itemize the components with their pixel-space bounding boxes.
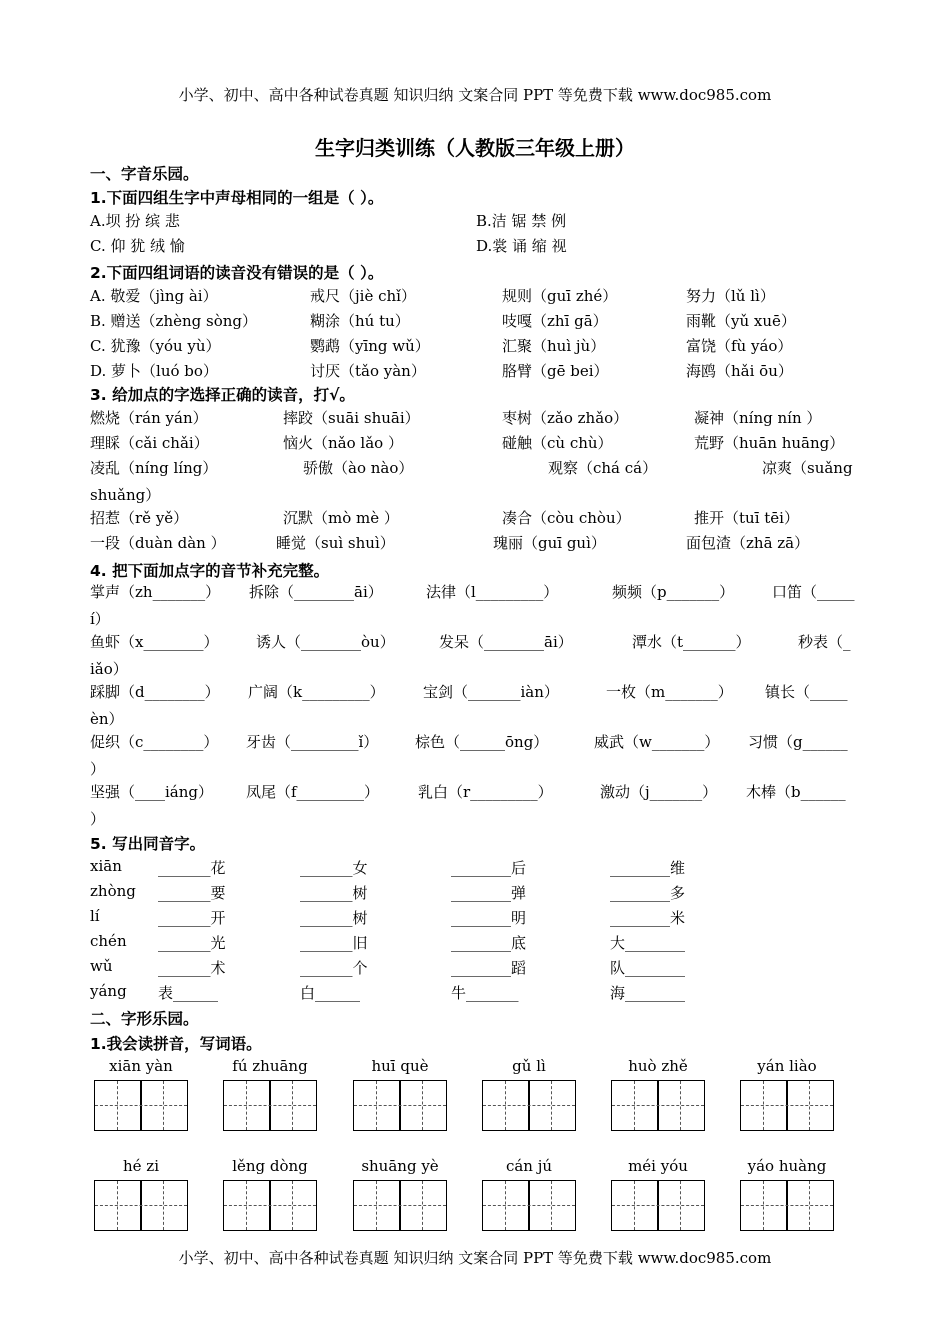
pinyin-label: méi yóu — [628, 1157, 688, 1175]
pinyin-label: gǔ lì — [512, 1057, 546, 1075]
pinyin-label: lěng dòng — [232, 1157, 308, 1175]
q5-item: 海________ — [610, 984, 686, 1002]
q2-item: 胳臂（gē bei） — [502, 362, 609, 380]
q5-item: _______花 — [158, 859, 226, 877]
q3-item: 睡觉（suì shuì） — [276, 534, 395, 552]
dashed-guide — [354, 1105, 446, 1106]
q3-item: 凌乱（níng líng） — [90, 459, 218, 477]
q4-wrap-text: èn） — [90, 710, 124, 728]
tianzige-box[interactable] — [611, 1180, 705, 1231]
q4-item: 频频（p_______） — [612, 583, 735, 601]
q5-item: _______树 — [300, 909, 368, 927]
q3-item: 摔跤（suāi shuāi） — [283, 409, 420, 427]
q5-item: _______开 — [158, 909, 226, 927]
q5-item: ________弹 — [451, 884, 527, 902]
dashed-guide — [741, 1205, 833, 1206]
q5-item: _______个 — [300, 959, 368, 977]
q4-item: 拆除（________āi） — [249, 583, 383, 601]
q2-item: 富饶（fù yáo） — [686, 337, 793, 355]
q4-item: 口笛（_____ — [772, 583, 855, 601]
q1-option-b: B.洁 锯 禁 例 — [476, 212, 567, 230]
q2-item: 戒尺（jiè chǐ） — [310, 287, 416, 305]
q5-item: lí — [90, 907, 100, 925]
dashed-guide — [612, 1105, 704, 1106]
q5-item: ________后 — [451, 859, 527, 877]
tianzige-box[interactable] — [611, 1080, 705, 1131]
q4-question: 4. 把下面加点字的音节补充完整。 — [90, 562, 330, 580]
dashed-guide — [483, 1205, 575, 1206]
q5-item: _______光 — [158, 934, 226, 952]
q5-item: ________蹈 — [451, 959, 527, 977]
q4-item: 法律（l_________） — [426, 583, 559, 601]
q5-item: ________多 — [610, 884, 686, 902]
q4-item: 秒表（_ — [798, 633, 851, 651]
dashed-guide — [741, 1105, 833, 1106]
q4-wrap-text: ） — [90, 810, 106, 828]
q5-question: 5. 写出同音字。 — [90, 835, 206, 853]
q3-item: 恼火（nǎo lǎo ） — [283, 434, 403, 452]
part2-heading: 二、字形乐园。 — [90, 1010, 199, 1028]
dashed-guide — [354, 1205, 446, 1206]
q1-option-d: D.裳 诵 缩 视 — [476, 237, 567, 255]
q4-item: 鱼虾（x________） — [90, 633, 219, 651]
q2-item: 讨厌（tǎo yàn） — [310, 362, 426, 380]
q2-question: 2.下面四组词语的读音没有错误的是（ ）。 — [90, 264, 384, 282]
q4-wrap-text: í） — [90, 610, 110, 628]
dashed-guide — [612, 1205, 704, 1206]
dashed-guide — [95, 1105, 187, 1106]
q5-item: _______女 — [300, 859, 368, 877]
q4-item: 威武（w_______） — [594, 733, 720, 751]
q5-item: _______树 — [300, 884, 368, 902]
pinyin-label: cán jú — [505, 1157, 553, 1175]
q3-item: 凝神（níng nín ） — [694, 409, 822, 427]
tianzige-box[interactable] — [740, 1180, 834, 1231]
q2-item: A. 敬爱（jìng ài） — [90, 287, 218, 305]
q3-item: 沉默（mò mè ） — [283, 509, 399, 527]
q4-item: 掌声（zh_______） — [90, 583, 221, 601]
tianzige-box[interactable] — [223, 1180, 317, 1231]
q5-item: 大________ — [610, 934, 686, 952]
q4-wrap-text: ） — [90, 760, 106, 778]
q4-item: 牙齿（_________ǐ） — [246, 733, 379, 751]
q4-item: 棕色（______ōng） — [415, 733, 549, 751]
part2-q1-question: 1.我会读拼音，写词语。 — [90, 1035, 262, 1053]
q4-item: 发呆（________āi） — [439, 633, 573, 651]
q4-item: 凤尾（f_________） — [246, 783, 380, 801]
q3-item: 观察（chá cá） — [548, 459, 658, 477]
q5-item: _______术 — [158, 959, 226, 977]
q5-item: ________维 — [610, 859, 686, 877]
tianzige-box[interactable] — [482, 1180, 576, 1231]
q3-question: 3. 给加点的字选择正确的读音，打√。 — [90, 386, 355, 404]
q5-item: zhòng — [90, 882, 136, 900]
tianzige-box[interactable] — [94, 1180, 188, 1231]
q4-item: 踩脚（d________） — [90, 683, 220, 701]
tianzige-box[interactable] — [740, 1080, 834, 1131]
q5-item: xiān — [90, 857, 122, 875]
q5-item: wǔ — [90, 957, 113, 975]
pinyin-label: shuāng yè — [361, 1157, 439, 1175]
q5-item: _______要 — [158, 884, 226, 902]
q2-item: 鹦鹉（yīng wǔ） — [310, 337, 430, 355]
q5-item: 队________ — [610, 959, 686, 977]
tianzige-box[interactable] — [482, 1080, 576, 1131]
q5-item: yáng — [90, 982, 127, 1000]
q4-item: 宝剑（_______iàn） — [423, 683, 559, 701]
q1-question: 1.下面四组生字中声母相同的一组是（ ）。 — [90, 189, 384, 207]
q2-item: 吱嘎（zhī gā） — [502, 312, 608, 330]
q4-item: 木棒（b______ — [746, 783, 846, 801]
part1-heading: 一、字音乐园。 — [90, 165, 199, 183]
q4-wrap-text: iǎo） — [90, 660, 128, 678]
q3-item: 枣树（zǎo zhǎo） — [502, 409, 629, 427]
pinyin-label: fú zhuāng — [232, 1057, 308, 1075]
q4-item: 习惯（g______ — [748, 733, 848, 751]
q3-wrap-text: shuǎng） — [90, 486, 161, 504]
q5-item: 牛_______ — [451, 984, 519, 1002]
q3-item: 瑰丽（guī guì） — [493, 534, 606, 552]
pinyin-label: xiān yàn — [109, 1057, 173, 1075]
q3-item: 燃烧（rán yán） — [90, 409, 208, 427]
pinyin-label: huī què — [371, 1057, 429, 1075]
q1-option-a: A.坝 扮 缤 悲 — [90, 212, 180, 230]
q2-item: 规则（guī zhé） — [502, 287, 618, 305]
pinyin-label: yáo huàng — [747, 1157, 827, 1175]
q3-item: 一段（duàn dàn ） — [90, 534, 226, 552]
tianzige-box[interactable] — [223, 1080, 317, 1131]
q4-item: 镇长（_____ — [765, 683, 848, 701]
q4-item: 广阔（k_________） — [248, 683, 385, 701]
q2-item: 汇聚（huì jù） — [502, 337, 606, 355]
dashed-guide — [224, 1205, 316, 1206]
q2-item: 糊涂（hú tu） — [310, 312, 410, 330]
q3-item: 凑合（còu chòu） — [502, 509, 631, 527]
q2-item: C. 犹豫（yóu yù） — [90, 337, 221, 355]
q4-item: 激动（j_______） — [600, 783, 718, 801]
q4-item: 坚强（____iáng） — [90, 783, 214, 801]
page-title: 生字归类训练（人教版三年级上册） — [315, 136, 635, 160]
dashed-guide — [95, 1205, 187, 1206]
q5-item: ________明 — [451, 909, 527, 927]
q2-item: 海鸥（hǎi ōu） — [686, 362, 793, 380]
q5-item: 表______ — [158, 984, 219, 1002]
q3-item: 荒野（huān huāng） — [694, 434, 845, 452]
q3-item: 推开（tuī tēi） — [694, 509, 799, 527]
q5-item: ________底 — [451, 934, 527, 952]
pinyin-label: yán liào — [757, 1057, 817, 1075]
q2-item: B. 赠送（zhèng sòng） — [90, 312, 258, 330]
q4-item: 潭水（t_______） — [632, 633, 751, 651]
q1-option-c: C. 仰 犹 绒 愉 — [90, 237, 185, 255]
tianzige-box[interactable] — [94, 1080, 188, 1131]
q4-item: 一枚（m_______） — [606, 683, 733, 701]
q4-item: 诱人（________òu） — [256, 633, 395, 651]
page-header: 小学、初中、高中各种试卷真题 知识归纳 文案合同 PPT 等免费下载 www.doc985.com — [178, 86, 772, 104]
tianzige-box[interactable] — [353, 1080, 447, 1131]
tianzige-box[interactable] — [353, 1180, 447, 1231]
q3-item: 招惹（rě yě） — [90, 509, 189, 527]
dashed-guide — [483, 1105, 575, 1106]
pinyin-label: hé zi — [122, 1157, 159, 1175]
q2-item: 雨靴（yǔ xuē） — [686, 312, 796, 330]
q3-item: 骄傲（ào nào） — [303, 459, 414, 477]
q5-item: ________米 — [610, 909, 686, 927]
q2-item: D. 萝卜（luó bo） — [90, 362, 218, 380]
q5-item: 白______ — [300, 984, 361, 1002]
dashed-guide — [224, 1105, 316, 1106]
q2-item: 努力（lǔ lì） — [686, 287, 775, 305]
q3-item: 凉爽（suǎng — [762, 459, 853, 477]
page-footer: 小学、初中、高中各种试卷真题 知识归纳 文案合同 PPT 等免费下载 www.doc985.com — [178, 1249, 772, 1267]
pinyin-label: huò zhě — [628, 1057, 688, 1075]
q5-item: chén — [90, 932, 127, 950]
q5-item: _______旧 — [300, 934, 368, 952]
q4-item: 促织（c________） — [90, 733, 219, 751]
q3-item: 碰触（cù chù） — [502, 434, 613, 452]
q3-item: 理睬（cǎi chǎi） — [90, 434, 209, 452]
q3-item: 面包渣（zhā zā） — [686, 534, 810, 552]
q4-item: 乳白（r_________） — [418, 783, 553, 801]
